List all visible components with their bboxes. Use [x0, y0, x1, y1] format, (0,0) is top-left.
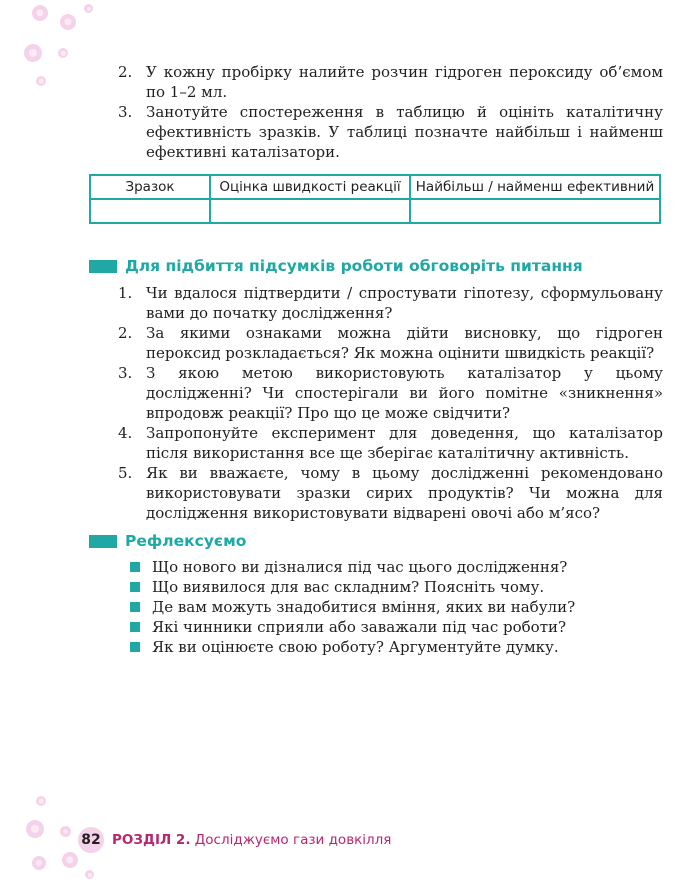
procedure-steps [118, 62, 663, 162]
column-header-efficiency: Найбільш / найменш ефективний [410, 175, 660, 199]
question-text: Чи вдалося підтвердити / спростувати гіпотезу, сформульовану вами до початку дослідження? [146, 284, 663, 322]
table-header-row [90, 175, 660, 199]
list-item [118, 423, 663, 463]
list-item [130, 557, 660, 577]
column-header-sample: Зразок [90, 175, 210, 199]
bullet-square-icon [130, 642, 140, 652]
table-cell[interactable] [90, 199, 210, 223]
bullet-square-icon [130, 602, 140, 612]
question-text: Запропонуйте експеримент для доведення, що каталізатор після використання все ще зберігає каталітичну активність. [146, 424, 663, 462]
step-number: 3. [118, 103, 133, 121]
step-text: Занотуйте спостереження в таблицю й оцініть каталітичну ефективність зразків. У таблиці позначте найбільш і найменш ефективні каталізатори. [146, 103, 663, 161]
chapter-title [112, 832, 391, 848]
reflection-list [130, 557, 660, 657]
question-text: Як ви вважаєте, чому в цьому дослідженні рекомендовано використовувати зразки сирих продуктів? Чи можна для дослідження використовувати відварені овочі або м’ясо? [146, 464, 663, 522]
decorative-dot [32, 856, 46, 870]
list-item [118, 62, 663, 102]
column-header-rate: Оцінка швидкості реакції [210, 175, 410, 199]
decorative-dot [60, 826, 71, 837]
decorative-dot [60, 14, 76, 30]
step-text: У кожну пробірку налийте розчин гідроген пероксиду об’ємом по 1–2 мл. [146, 63, 663, 101]
question-number: 2. [118, 324, 133, 342]
list-item [130, 617, 660, 637]
list-item [118, 283, 663, 323]
discussion-title: Для підбиття підсумків роботи обговоріть питання [125, 257, 583, 275]
list-item [130, 577, 660, 597]
reflection-item-text: Що нового ви дізналися під час цього дослідження? [152, 558, 568, 576]
list-item [130, 637, 660, 657]
reflection-item-text: Які чинники сприяли або заважали під час роботи? [152, 618, 567, 636]
table-row [90, 199, 660, 223]
chapter-label: РОЗДІЛ 2. [112, 832, 191, 848]
reflection-title: Рефлексуємо [125, 532, 247, 550]
bullet-square-icon [130, 622, 140, 632]
discussion-heading [89, 257, 583, 275]
reflection-heading [89, 532, 246, 550]
list-item [118, 102, 663, 162]
list-item [118, 363, 663, 423]
question-number: 5. [118, 464, 133, 482]
step-number: 2. [118, 63, 133, 81]
bullet-square-icon [130, 562, 140, 572]
table-cell[interactable] [210, 199, 410, 223]
heading-bar-marker [89, 260, 117, 273]
question-text: З якою метою використовують каталізатор у цьому дослідженні? Чи спостерігали ви його помітне «зникнення» впродовж реакції? Про що це може свідчити? [146, 364, 663, 422]
decorative-dot [84, 4, 93, 13]
list-item [118, 323, 663, 363]
question-number: 4. [118, 424, 133, 442]
list-item [118, 463, 663, 523]
decorative-dot [62, 852, 78, 868]
reflection-item-text: Що виявилося для вас складним? Поясніть чому. [152, 578, 545, 596]
question-number: 3. [118, 364, 133, 382]
decorative-dot [24, 44, 42, 62]
page-footer [78, 827, 391, 853]
decorative-dot [32, 5, 48, 21]
decorative-dot [36, 796, 46, 806]
heading-bar-marker [89, 535, 117, 548]
results-table [89, 174, 661, 224]
list-item [130, 597, 660, 617]
question-text: За якими ознаками можна дійти висновку, що гідроген пероксид розкладається? Як можна оцінити швидкість реакції? [146, 324, 663, 362]
question-number: 1. [118, 284, 133, 302]
decorative-dot [58, 48, 68, 58]
chapter-name: Досліджуємо гази довкілля [194, 832, 392, 848]
discussion-questions [118, 283, 663, 523]
decorative-dot [26, 820, 44, 838]
decorative-dot [36, 76, 46, 86]
page-number: 82 [78, 827, 104, 853]
table-cell[interactable] [410, 199, 660, 223]
reflection-item-text: Як ви оцінюєте свою роботу? Аргументуйте думку. [152, 638, 559, 656]
reflection-item-text: Де вам можуть знадобитися вміння, яких ви набули? [152, 598, 576, 616]
bullet-square-icon [130, 582, 140, 592]
decorative-dot [85, 870, 94, 879]
